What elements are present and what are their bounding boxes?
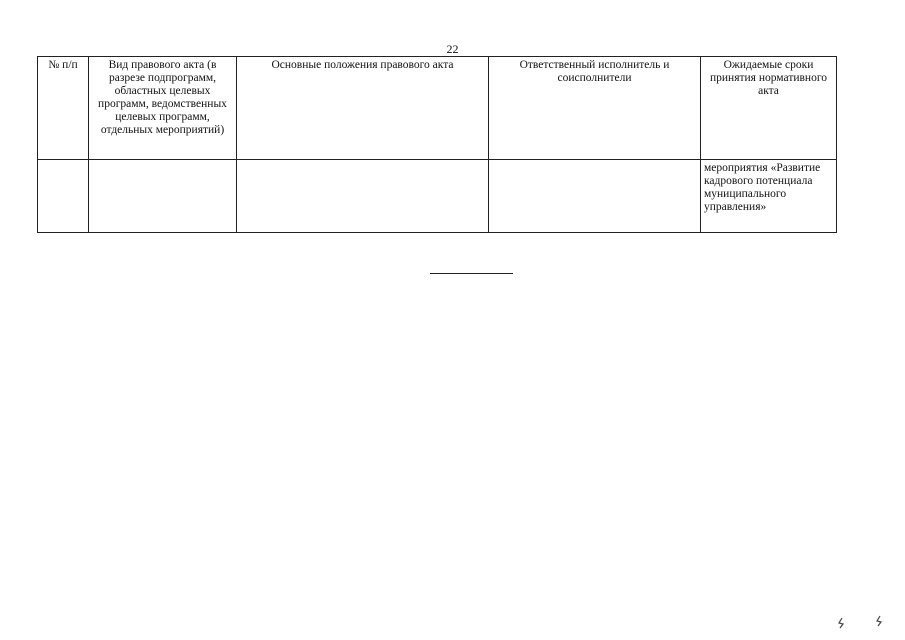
legal-acts-table bbox=[37, 56, 837, 233]
cell-responsible bbox=[489, 160, 701, 233]
table-header-row bbox=[38, 57, 837, 160]
closing-divider bbox=[430, 273, 513, 274]
cell-act-type bbox=[89, 160, 237, 233]
cell-expected-dates: мероприятия «Развитие кадрового потенциала муниципального управления» bbox=[701, 160, 837, 233]
scan-speck-mark bbox=[836, 617, 846, 629]
header-main-provisions: Основные положения правового акта bbox=[237, 57, 489, 160]
header-expected-dates: Ожидаемые сроки принятия нормативного акта bbox=[701, 57, 837, 160]
page-number: 22 bbox=[446, 42, 459, 56]
table-row bbox=[38, 160, 837, 233]
scan-speck-mark bbox=[874, 615, 884, 627]
cell-main-provisions bbox=[237, 160, 489, 233]
header-number: № п/п bbox=[38, 57, 89, 160]
cell-number bbox=[38, 160, 89, 233]
header-responsible: Ответственный исполнитель и соисполнители bbox=[489, 57, 701, 160]
header-act-type: Вид правового акта (в разрезе подпрограмм, областных целевых программ, ведомственных целевых программ, отдельных мероприятий) bbox=[89, 57, 237, 160]
